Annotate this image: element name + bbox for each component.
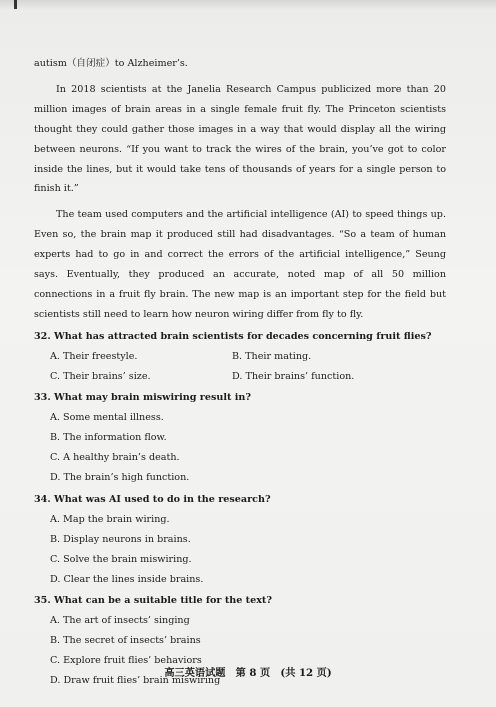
option-33-a: A. Some mental illness.: [50, 412, 164, 424]
scan-top-edge: [0, 0, 496, 10]
passage-paragraph-1: autism（自闭症）to Alzheimer’s.: [34, 58, 188, 69]
option-32-b: B. Their mating.: [232, 350, 312, 362]
option-33-c: C. A healthy brain’s death.: [50, 452, 180, 464]
question-34: [34, 490, 446, 589]
option-35-c: C. Explore fruit flies’ behaviors: [50, 655, 202, 667]
option-35-b: B. The secret of insects’ brains: [50, 635, 201, 647]
page-footer: 高三英语试题 第 8 页 (共 12 页): [164, 667, 332, 679]
option-35-a: A. The art of insects’ singing: [50, 615, 190, 627]
option-33-b: B. The information flow.: [50, 432, 167, 444]
option-34-a: A. Map the brain wiring.: [50, 513, 170, 525]
passage-paragraph-2: In 2018 scientists at the Janelia Research Campus publicized more than 20 million images of brain areas in a single female fruit fly. The Princeton scientists thought they could gather those images in a way that would display all the wiring between neurons. “If you want to track the wires of the brain, you’ve got to color inside the lines, but it would take tens of thousands of years for a single person to finish it.”: [34, 83, 446, 195]
option-33-d: D. The brain’s high function.: [50, 472, 190, 484]
question-32: [34, 327, 446, 387]
option-34-c: C. Solve the brain miswiring.: [50, 553, 192, 565]
question-stem: 33. What may brain miswiring result in?: [34, 392, 252, 404]
option-34-b: B. Display neurons in brains.: [50, 533, 191, 545]
question-stem: 34. What was AI used to do in the research?: [34, 493, 271, 505]
option-32-d: D. Their brains’ function.: [232, 370, 355, 382]
binding-mark: [14, 0, 17, 9]
question-33: [34, 388, 446, 487]
passage-paragraph-3: The team used computers and the artificial intelligence (AI) to speed things up. Even so, the brain map it produced still had disadvantages. “So a team of human experts had to go in and correct the errors of the artificial intelligence,” Seung says. Eventually, they produced an accurate, noted map of all 50 million connections in a fruit fly brain. The new map is an important step for the field but scientists still need to learn how neuron wiring differ from fly to fly.: [34, 209, 446, 320]
page-content: [34, 54, 446, 691]
question-stem: 32. What has attracted brain scientists for decades concerning fruit flies?: [34, 330, 432, 342]
option-32-a: A. Their freestyle.: [50, 350, 138, 362]
option-32-c: C. Their brains’ size.: [50, 370, 151, 382]
option-34-d: D. Clear the lines inside brains.: [50, 573, 204, 585]
option-35-d: D. Draw fruit flies’ brain miswiring: [50, 674, 221, 686]
question-stem: 35. What can be a suitable title for the text?: [34, 595, 272, 607]
